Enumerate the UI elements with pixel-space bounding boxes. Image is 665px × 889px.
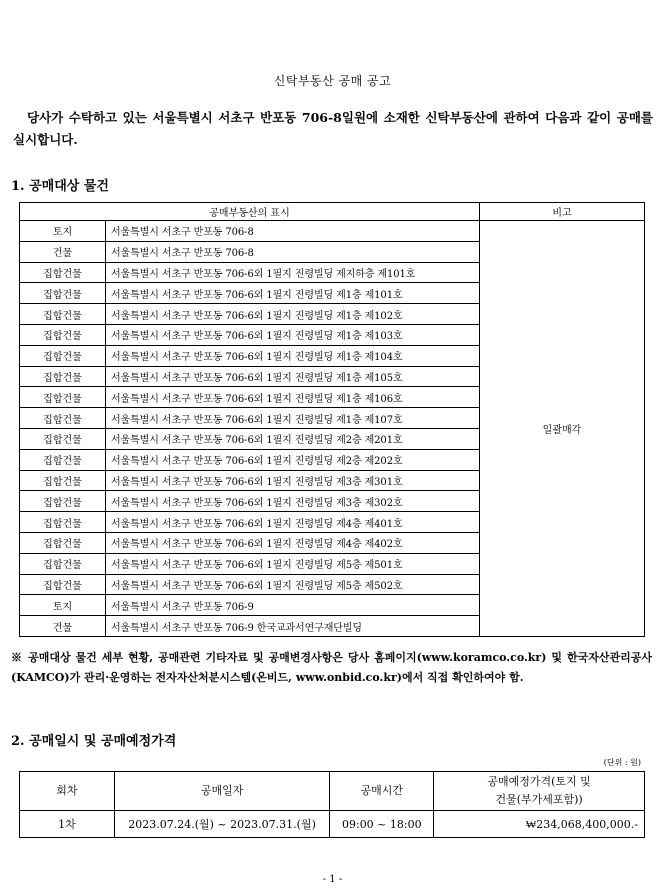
property-address: 서울특별시 서초구 반포동 706-9	[106, 595, 480, 616]
property-category: 집합건물	[20, 449, 106, 470]
property-category: 집합건물	[20, 574, 106, 595]
property-address: 서울특별시 서초구 반포동 706-6외 1필지 진령빌딩 제1층 제104호	[106, 345, 480, 366]
property-category: 집합건물	[20, 262, 106, 283]
property-address: 서울특별시 서초구 반포동 706-6외 1필지 진령빌딩 제1층 제107호	[106, 408, 480, 429]
header-price	[434, 772, 645, 811]
table-row	[20, 811, 645, 838]
property-note: 일괄매각	[480, 221, 645, 637]
property-category: 건물	[20, 616, 106, 637]
property-address: 서울특별시 서초구 반포동 706-6외 1필지 진령빌딩 제4층 제402호	[106, 532, 480, 553]
property-category: 집합건물	[20, 345, 106, 366]
table-row	[20, 221, 645, 242]
property-category: 집합건물	[20, 470, 106, 491]
property-address: 서울특별시 서초구 반포동 706-6외 1필지 진령빌딩 제지하층 제101호	[106, 262, 480, 283]
property-category: 건물	[20, 241, 106, 262]
schedule-date: 2023.07.24.(월) ~ 2023.07.31.(월)	[114, 811, 330, 838]
property-category: 집합건물	[20, 387, 106, 408]
property-table-body	[20, 221, 645, 637]
property-category: 집합건물	[20, 324, 106, 345]
header-note: 비고	[480, 203, 645, 221]
schedule-table-body	[20, 811, 645, 838]
property-category: 집합건물	[20, 532, 106, 553]
intro-paragraph: 당사가 수탁하고 있는 서울특별시 서초구 반포동 706-8일원에 소재한 신탁부동산에 관하여 다음과 같이 공매를 실시합니다.	[13, 110, 653, 147]
schedule-round: 1차	[20, 811, 115, 838]
page-title: 신탁부동산 공매 공고	[273, 74, 392, 88]
property-category: 토지	[20, 595, 106, 616]
section-2-heading: 2. 공매일시 및 공매예정가격	[11, 734, 177, 749]
property-address: 서울특별시 서초구 반포동 706-8	[106, 221, 480, 242]
property-address: 서울특별시 서초구 반포동 706-6외 1필지 진령빌딩 제2층 제202호	[106, 449, 480, 470]
header-round: 회차	[20, 772, 115, 811]
property-category: 집합건물	[20, 304, 106, 325]
property-category: 집합건물	[20, 553, 106, 574]
property-address: 서울특별시 서초구 반포동 706-6외 1필지 진령빌딩 제1층 제106호	[106, 387, 480, 408]
schedule-time: 09:00 ~ 18:00	[330, 811, 434, 838]
property-address: 서울특별시 서초구 반포동 706-6외 1필지 진령빌딩 제1층 제103호	[106, 324, 480, 345]
property-table	[19, 202, 645, 637]
property-category: 집합건물	[20, 428, 106, 449]
property-address: 서울특별시 서초구 반포동 706-6외 1필지 진령빌딩 제5층 제501호	[106, 553, 480, 574]
section-1-heading: 1. 공매대상 물건	[11, 179, 109, 194]
unit-label: (단위 : 원)	[603, 758, 641, 767]
property-category: 집합건물	[20, 512, 106, 533]
property-address: 서울특별시 서초구 반포동 706-9 한국교과서연구재단빌딩	[106, 616, 480, 637]
property-address: 서울특별시 서초구 반포동 706-6외 1필지 진령빌딩 제1층 제105호	[106, 366, 480, 387]
header-date: 공매일자	[114, 772, 330, 811]
header-time: 공매시간	[330, 772, 434, 811]
property-address: 서울특별시 서초구 반포동 706-6외 1필지 진령빌딩 제5층 제502호	[106, 574, 480, 595]
property-category: 집합건물	[20, 283, 106, 304]
header-display: 공매부동산의 표시	[20, 203, 480, 221]
property-category: 집합건물	[20, 366, 106, 387]
property-address: 서울특별시 서초구 반포동 706-8	[106, 241, 480, 262]
page-number: - 1 -	[322, 874, 343, 885]
schedule-price: ₩234,068,400,000.-	[434, 811, 645, 838]
property-address: 서울특별시 서초구 반포동 706-6외 1필지 진령빌딩 제2층 제201호	[106, 428, 480, 449]
property-address: 서울특별시 서초구 반포동 706-6외 1필지 진령빌딩 제1층 제101호	[106, 283, 480, 304]
property-category: 집합건물	[20, 408, 106, 429]
notice-paragraph: ※ 공매대상 물건 세부 현황, 공매관련 기타자료 및 공매변경사항은 당사 홈페이지(www.koramco.co.kr) 및 한국자산관리공사(KAMCO)가 관리·운영하는 전자자산처분시스템(온비드, www.onbid.co.kr)에서 직접 확인하여야 함.	[11, 651, 652, 684]
property-address: 서울특별시 서초구 반포동 706-6외 1필지 진령빌딩 제4층 제401호	[106, 512, 480, 533]
schedule-table	[19, 771, 645, 838]
property-address: 서울특별시 서초구 반포동 706-6외 1필지 진령빌딩 제1층 제102호	[106, 304, 480, 325]
header-price-line2: 건물(부가세포함))	[495, 793, 583, 806]
property-category: 토지	[20, 221, 106, 242]
property-address: 서울특별시 서초구 반포동 706-6외 1필지 진령빌딩 제3층 제302호	[106, 491, 480, 512]
header-price-line1: 공매예정가격(토지 및	[487, 775, 591, 788]
property-address: 서울특별시 서초구 반포동 706-6외 1필지 진령빌딩 제3층 제301호	[106, 470, 480, 491]
property-category: 집합건물	[20, 491, 106, 512]
